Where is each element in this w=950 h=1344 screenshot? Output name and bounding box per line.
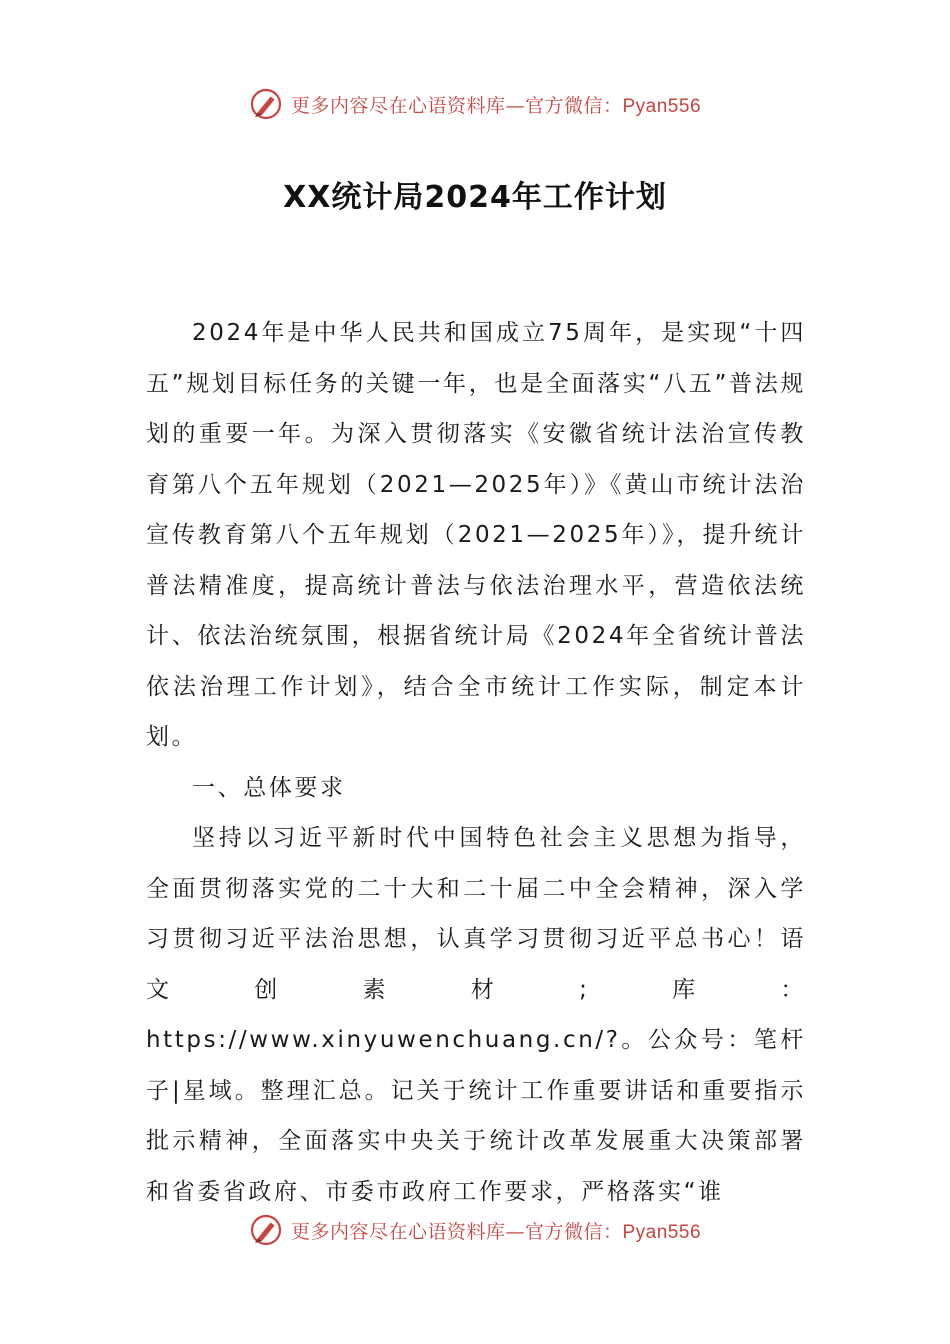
watermark-text: 更多内容尽在心语资料库—官方微信：Pyan556 (290, 94, 702, 117)
pen-nib-logo-icon (249, 87, 283, 121)
section-heading-general-requirements: 一、总体要求 (192, 774, 346, 801)
pen-nib-logo-icon (249, 1213, 283, 1247)
document-title: XX统计局2024年工作计划 (283, 180, 667, 215)
paragraph-guidance: 坚持以习近平新时代中国特色社会主义思想为指导，全面贯彻落实党的二十大和二十届二中全会精神，深入学习贯彻习近平法治思想，认真学习贯彻习近平总书心！语文创素材;库：https://www.xinyuwenchuang.cn/?。公众号：笔杆子|星域。整理汇总。记关于统计工作重要讲话和重要指示批示精神，全面落实中央关于统计改革发展重大决策部署和省委省政府、市委市政府工作要求，严格落实“谁 (146, 825, 806, 1205)
watermark-text: 更多内容尽在心语资料库—官方微信：Pyan556 (290, 1220, 702, 1243)
header-watermark (0, 84, 950, 124)
paragraph-intro: 2024年是中华人民共和国成立75周年，是实现“十四五”规划目标任务的关键一年，也是全面落实“八五”普法规划的重要一年。为深入贯彻落实《安徽省统计法治宣传教育第八个五年规划（2021—2025年）》《黄山市统计法治宣传教育第八个五年规划（2021—2025年）》，提升统计普法精准度，提高统计普法与依法治理水平，营造依法统计、依法治统氛围，根据省统计局《2024年全省统计普法依法治理工作计划》，结合全市统计工作实际，制定本计划。 (146, 320, 806, 750)
footer-watermark (0, 1210, 950, 1250)
document-body (146, 308, 806, 1217)
